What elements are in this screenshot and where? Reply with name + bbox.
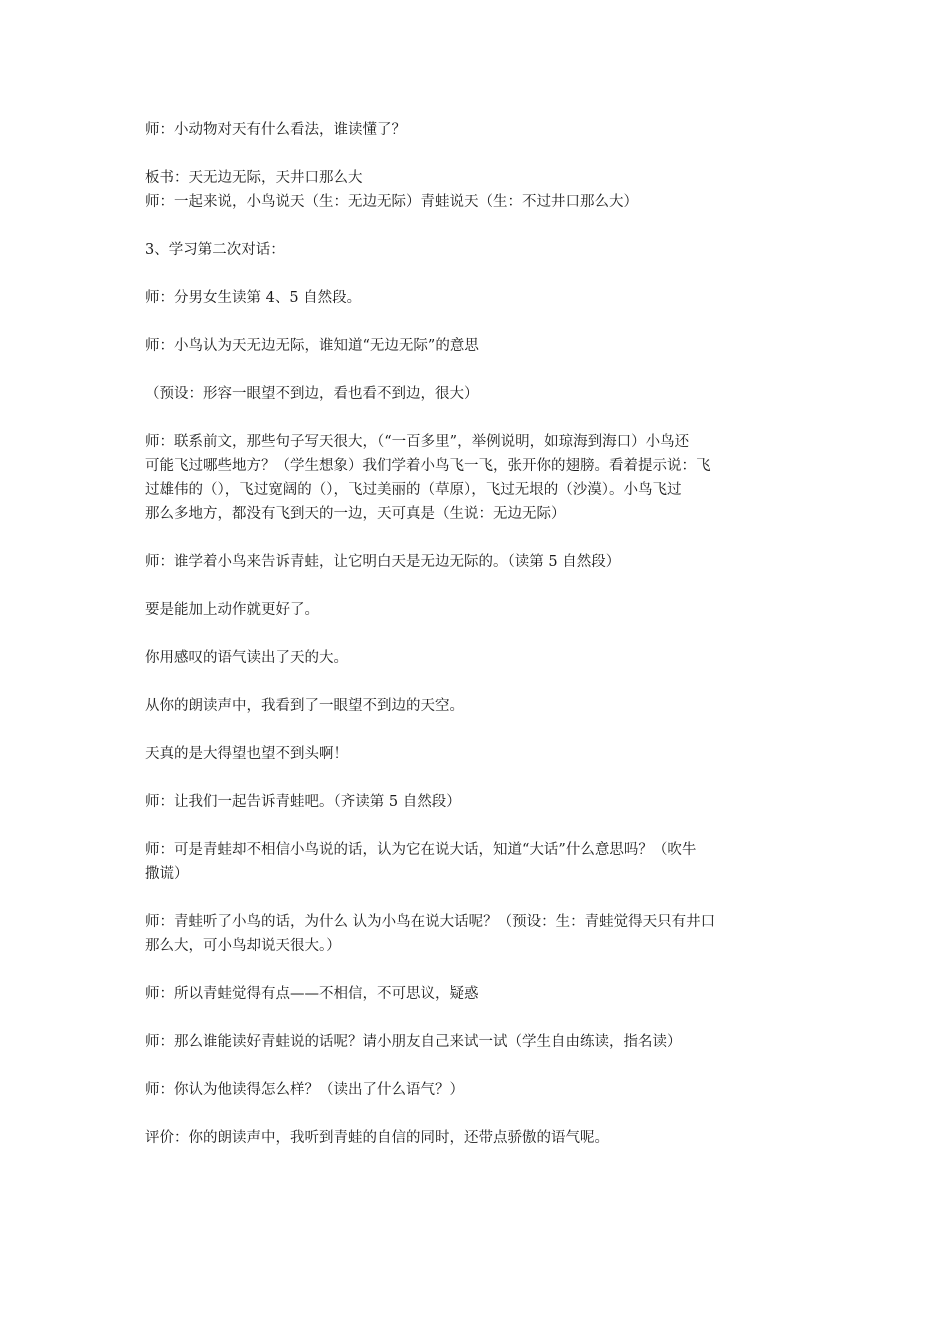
text-line: 评价：你的朗读声中，我听到青蛙的自信的同时，还带点骄傲的语气呢。 (145, 1130, 609, 1146)
paragraph-imagination (145, 430, 815, 526)
paragraph-teacher-together (145, 190, 815, 214)
text-line: 那么多地方，都没有飞到天的一边，天可真是（生说：无边无际） (145, 506, 566, 522)
text-line: （预设：形容一眼望不到边，看也看不到边，很大） (145, 386, 479, 402)
text-line: 板书：天无边无际，天井口那么大 (145, 170, 363, 186)
text-line: 可能飞过哪些地方？（学生想象）我们学着小鸟飞一飞，张开你的翅膀。看着提示说：飞 (145, 458, 711, 474)
text-line: 你用感叹的语气读出了天的大。 (145, 650, 348, 666)
text-line: 师：一起来说，小鸟说天（生：无边无际）青蛙说天（生：不过井口那么大） (145, 194, 638, 210)
paragraph-blackboard (145, 166, 815, 190)
text-line: 师：青蛙听了小鸟的话，为什么 认为小鸟在说大话呢？（预设：生：青蛙觉得天只有井口 (145, 914, 716, 930)
text-line: 过雄伟的（），飞过宽阔的（），飞过美丽的（草原），飞过无垠的（沙漠）。小鸟飞过 (145, 482, 682, 498)
paragraph-tell-frog (145, 550, 815, 574)
text-line: 师：联系前文，那些句子写天很大，（“一百多里”，举例说明，如琼海到海口）小鸟还 (145, 434, 690, 450)
text-line: 师：那么谁能读好青蛙说的话呢？请小朋友自己来试一试（学生自由练读，指名读） (145, 1034, 682, 1050)
paragraph-read-together (145, 790, 815, 814)
document-body (145, 118, 815, 1174)
paragraph-frog-thinks (145, 910, 815, 958)
text-line: 撒谎） (145, 866, 189, 882)
text-line: 师：你认为他读得怎么样？（读出了什么语气？） (145, 1082, 464, 1098)
paragraph-read-aloud (145, 286, 815, 310)
text-line: 师：所以青蛙觉得有点——不相信，不可思议，疑惑 (145, 986, 479, 1002)
paragraph-comment (145, 742, 815, 766)
text-line: 天真的是大得望也望不到头啊！ (145, 746, 348, 762)
paragraph-meaning-question (145, 334, 815, 358)
text-line: 师：让我们一起告诉青蛙吧。（齐读第 5 自然段） (145, 794, 461, 810)
paragraph-teacher-question (145, 118, 815, 142)
paragraph-frog-feeling (145, 982, 815, 1006)
text-line: 从你的朗读声中，我看到了一眼望不到边的天空。 (145, 698, 464, 714)
text-line: 那么大，可小鸟却说天很大。） (145, 938, 341, 954)
paragraph-comment (145, 598, 815, 622)
paragraph-big-talk (145, 838, 815, 886)
text-line: 3、学习第二次对话： (145, 242, 285, 258)
paragraph-practice-reading (145, 1030, 815, 1054)
paragraph-comment (145, 694, 815, 718)
text-line: 师：小动物对天有什么看法，谁读懂了？ (145, 122, 406, 138)
text-line: 师：分男女生读第 4、5 自然段。 (145, 290, 362, 306)
text-line: 师：谁学着小鸟来告诉青蛙，让它明白天是无边无际的。（读第 5 自然段） (145, 554, 621, 570)
paragraph-preset-answer (145, 382, 815, 406)
paragraph-evaluate-question (145, 1078, 815, 1102)
paragraph-comment (145, 646, 815, 670)
text-line: 师：小鸟认为天无边无际，谁知道“无边无际”的意思 (145, 338, 479, 354)
text-line: 师：可是青蛙却不相信小鸟说的话，认为它在说大话，知道“大话”什么意思吗？（吹牛 (145, 842, 697, 858)
paragraph-evaluation (145, 1126, 815, 1150)
text-line: 要是能加上动作就更好了。 (145, 602, 319, 618)
section-heading (145, 238, 815, 262)
